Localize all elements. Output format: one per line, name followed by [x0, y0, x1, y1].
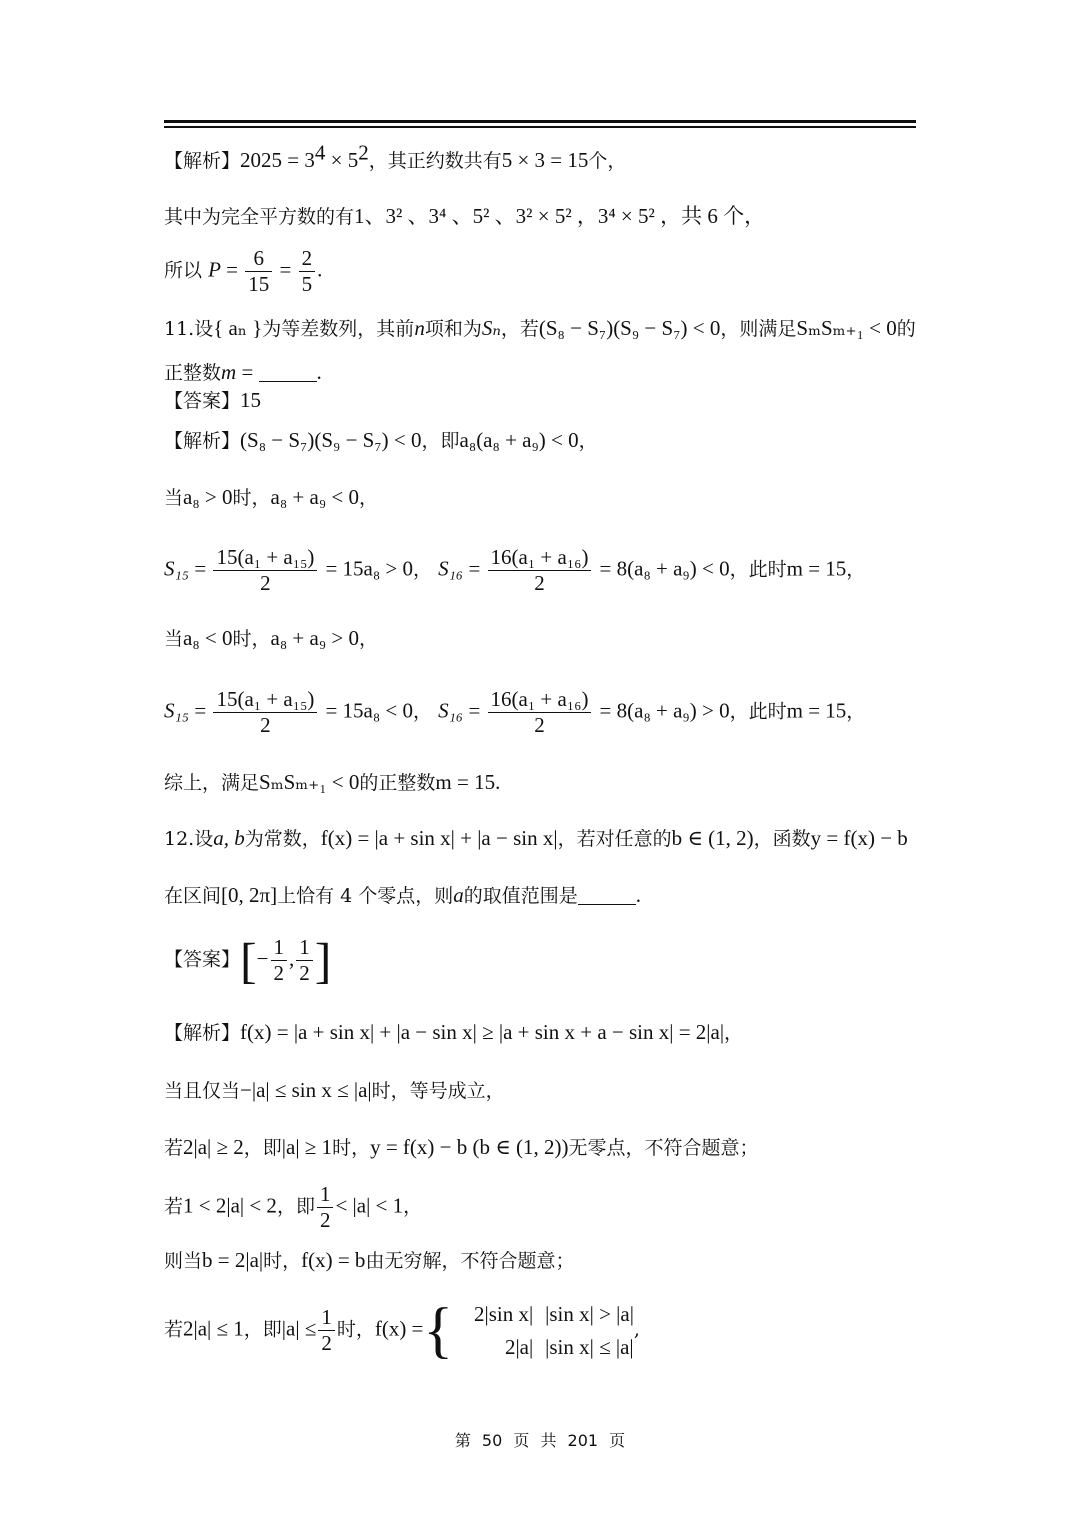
fraction: $\frac{\text{15(a₁ + a₁₅)}}{2}$ — [213, 545, 317, 596]
sol10-line1: 【解析】$2025 = 3^4 \times 5^2$，其正约数共有5 × 3 = 15个， — [164, 140, 627, 172]
q11-conclusion: 综上，满足SₘSₘ₊₁ < 0的正整数m = 15. — [164, 770, 501, 794]
q12-sol-line5: 则当b = 2|a|时，f(x) = b由无穷解，不符合题意； — [164, 1248, 575, 1272]
answer-blank — [578, 904, 636, 905]
q12-answer: 【答案】[− $\frac{1}{2}$ , $\frac{1}{2}$ ] — [164, 932, 332, 989]
fraction: $\frac{6}{15}$ — [245, 246, 272, 297]
q12-sol-line4: 若1 < 2|a| < 2，即 $\frac{1}{2}$ < |a| < 1， — [164, 1182, 423, 1233]
fraction: $\frac{\text{15(a₁ + a₁₅)}}{2}$ — [213, 687, 317, 738]
q12-stem-line1: 12.设a, b为常数，f(x) = |a + sin x| + |a − sin x|，若对任意的b ∈ (1, 2)，函数y = f(x) − b — [164, 826, 908, 850]
q12-sol-line6: 若2|a| ≤ 1，即|a| ≤ $\frac{1}{2}$ 时，f(x) ={ 2|sin x| |sin x| > |a| 2|a| |sin x| ≤ |a| , — [164, 1296, 640, 1365]
piecewise-brace: { — [423, 1296, 454, 1365]
q11-case1-sums: S₁₅ = $\frac{\text{15(a₁ + a₁₅)}}{2}$ = 15a₈ > 0， S₁₆ = $\frac{\text{16(a₁ + a₁₆)}}{2}$ = 8(a₈ + a₉) < 0，此时m = 15， — [164, 545, 866, 596]
q11-case1: 当a₈ > 0时，a₈ + a₉ < 0， — [164, 485, 379, 509]
q11-case2-sums: S₁₅ = $\frac{\text{15(a₁ + a₁₅)}}{2}$ = 15a₈ < 0， S₁₆ = $\frac{\text{16(a₁ + a₁₆)}}{2}$ = 8(a₈ + a₉) > 0，此时m = 15， — [164, 687, 866, 738]
q11-case2: 当a₈ < 0时，a₈ + a₉ > 0， — [164, 626, 379, 650]
q11-answer: 【答案】15 — [164, 388, 262, 412]
fraction: $\frac{1}{2}$ — [317, 1182, 334, 1233]
fraction: $\frac{1}{2}$ — [296, 935, 313, 986]
q11-sol-line1: 【解析】(S₈ − S₇)(S₉ − S₇) < 0，即a₈(a₈ + a₉) < 0， — [164, 428, 598, 452]
header-rule-thick — [164, 120, 916, 123]
answer-blank — [259, 381, 317, 382]
q11-stem-line2: 正整数m = . — [164, 360, 322, 384]
sol10-line2: 其中为完全平方数的有1、3² 、3⁴ 、5² 、3² × 5² ，3⁴ × 5² ，共 6 个， — [164, 204, 766, 228]
q12-sol-line1: 【解析】f(x) = |a + sin x| + |a − sin x| ≥ |a + sin x + a − sin x| = 2|a|， — [164, 1020, 744, 1044]
fraction: $\frac{\text{16(a₁ + a₁₆)}}{2}$ — [488, 545, 592, 596]
q11-stem-line1: 11.设{ aₙ }为等差数列，其前n项和为Sₙ，若(S₈ − S₇)(S₉ − S₇) < 0，则满足SₘSₘ₊₁ < 0的 — [164, 316, 916, 340]
q12-sol-line3: 若2|a| ≥ 2，即|a| ≥ 1时，y = f(x) − b (b ∈ (1, 2))无零点，不符合题意； — [164, 1135, 759, 1159]
fraction: $\frac{2}{5}$ — [299, 246, 316, 297]
fraction: $\frac{1}{2}$ — [271, 935, 288, 986]
header-rule-thin — [164, 126, 916, 128]
piecewise-definition: 2|sin x| |sin x| > |a| 2|a| |sin x| ≤ |a| — [474, 1302, 634, 1359]
q12-stem-line2: 在区间[0, 2π]上恰有 4 个零点，则a的取值范围是 . — [164, 883, 642, 907]
sol10-line3: 所以 P = $\frac{6}{15}$ = $\frac{2}{5}$ . — [164, 246, 323, 297]
page-footer: 第 50 页 共 201 页 — [454, 1431, 626, 1450]
fraction: $\frac{1}{2}$ — [318, 1305, 335, 1356]
fraction: $\frac{\text{16(a₁ + a₁₆)}}{2}$ — [488, 687, 592, 738]
q12-sol-line2: 当且仅当−|a| ≤ sin x ≤ |a|时，等号成立， — [164, 1078, 505, 1102]
